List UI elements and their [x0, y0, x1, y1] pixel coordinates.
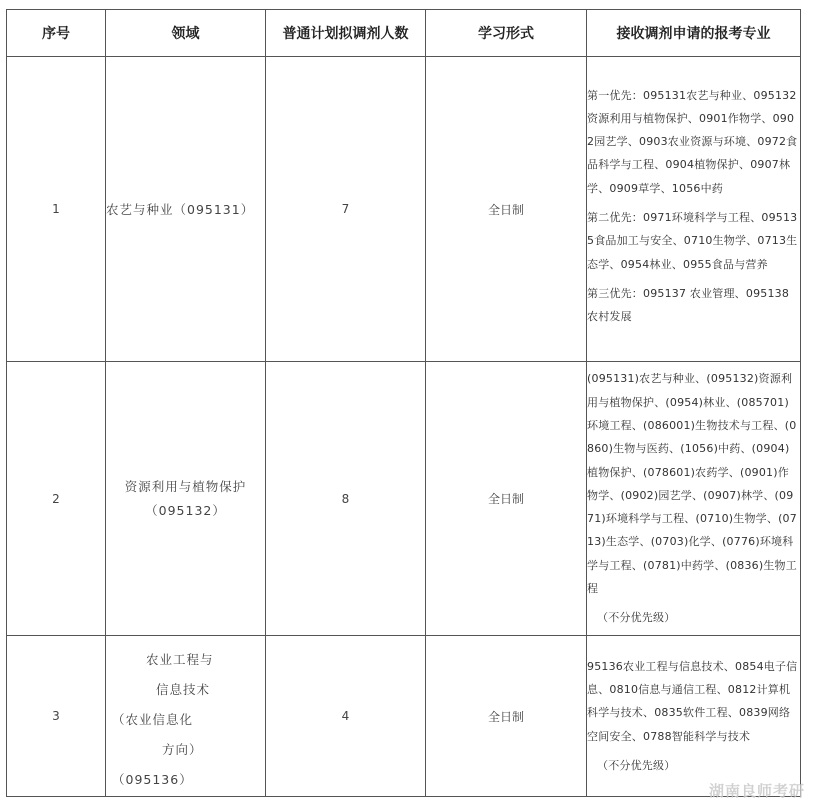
row-field [106, 362, 266, 636]
table-row [7, 57, 801, 362]
row-plan-count: 4 [266, 636, 426, 797]
priority-note: （不分优先级） [597, 758, 676, 772]
field-line: 资源利用与植物保护 [124, 478, 247, 494]
header-field: 领域 [106, 10, 266, 57]
majors-priority-1: 第一优先：095131农艺与种业、095132资源利用与植物保护、0901作物学、0902园艺学、0903农业资源与环境、0972食品科学与工程、0904植物保护、0907林学、0909草学、1056中药 [587, 88, 798, 195]
priority-note: （不分优先级） [597, 611, 676, 625]
field-line: 农业工程与 [146, 652, 214, 667]
majors-priority-3: 第三优先：095137 农业管理、095138 农村发展 [587, 286, 790, 324]
field-line: 方向） [162, 742, 203, 757]
row-field [106, 636, 266, 797]
field-line: （农业信息化 [112, 712, 194, 727]
field-line: （095136） [112, 772, 193, 787]
field-line: 农艺与种业（095131） [106, 202, 255, 217]
row-seq: 3 [7, 636, 106, 797]
majors-priority-2: 第二优先：0971环境科学与工程、095135食品加工与安全、0710生物学、0713生态学、0954林业、0955食品与营养 [587, 211, 798, 271]
row-accepted-majors [587, 57, 801, 362]
row-seq: 1 [7, 57, 106, 362]
row-study-mode: 全日制 [426, 362, 587, 636]
row-study-mode: 全日制 [426, 636, 587, 797]
header-accepted-majors: 接收调剂申请的报考专业 [587, 10, 801, 57]
majors-list: (095131)农艺与种业、(095132)资源利用与植物保护、(0954)林业、(085701)环境工程、(086001)生物技术与工程、(0860)生物与医药、(1056)中药、(0904)植物保护、(078601)农药学、(0901)作物学、(0902)园艺学、(0907)林学、(0971)环境科学与工程、(0710)生物学、(0713)生态学、(0703)化学、(0776)环境科学与工程、(0781)中药学、(0836)生物工程 [587, 372, 797, 596]
row-field [106, 57, 266, 362]
row-accepted-majors [587, 362, 801, 636]
row-seq: 2 [7, 362, 106, 636]
row-accepted-majors [587, 636, 801, 797]
field-line: （095132） [145, 502, 226, 518]
row-plan-count: 8 [266, 362, 426, 636]
header-plan-count: 普通计划拟调剂人数 [266, 10, 426, 57]
header-study-mode: 学习形式 [426, 10, 587, 57]
watermark-text: 湖南良师考研 [708, 782, 805, 800]
row-study-mode: 全日制 [426, 57, 587, 362]
majors-list: 95136农业工程与信息技术、0854电子信息、0810信息与通信工程、0812计算机科学与技术、0835软件工程、0839网络空间安全、0788智能科学与技术 [587, 659, 798, 743]
header-seq: 序号 [7, 10, 106, 57]
field-line: 信息技术 [156, 682, 211, 697]
table-row [7, 362, 801, 636]
table-header-row [7, 10, 801, 57]
adjustment-table [6, 9, 801, 797]
table-row [7, 636, 801, 797]
row-plan-count: 7 [266, 57, 426, 362]
